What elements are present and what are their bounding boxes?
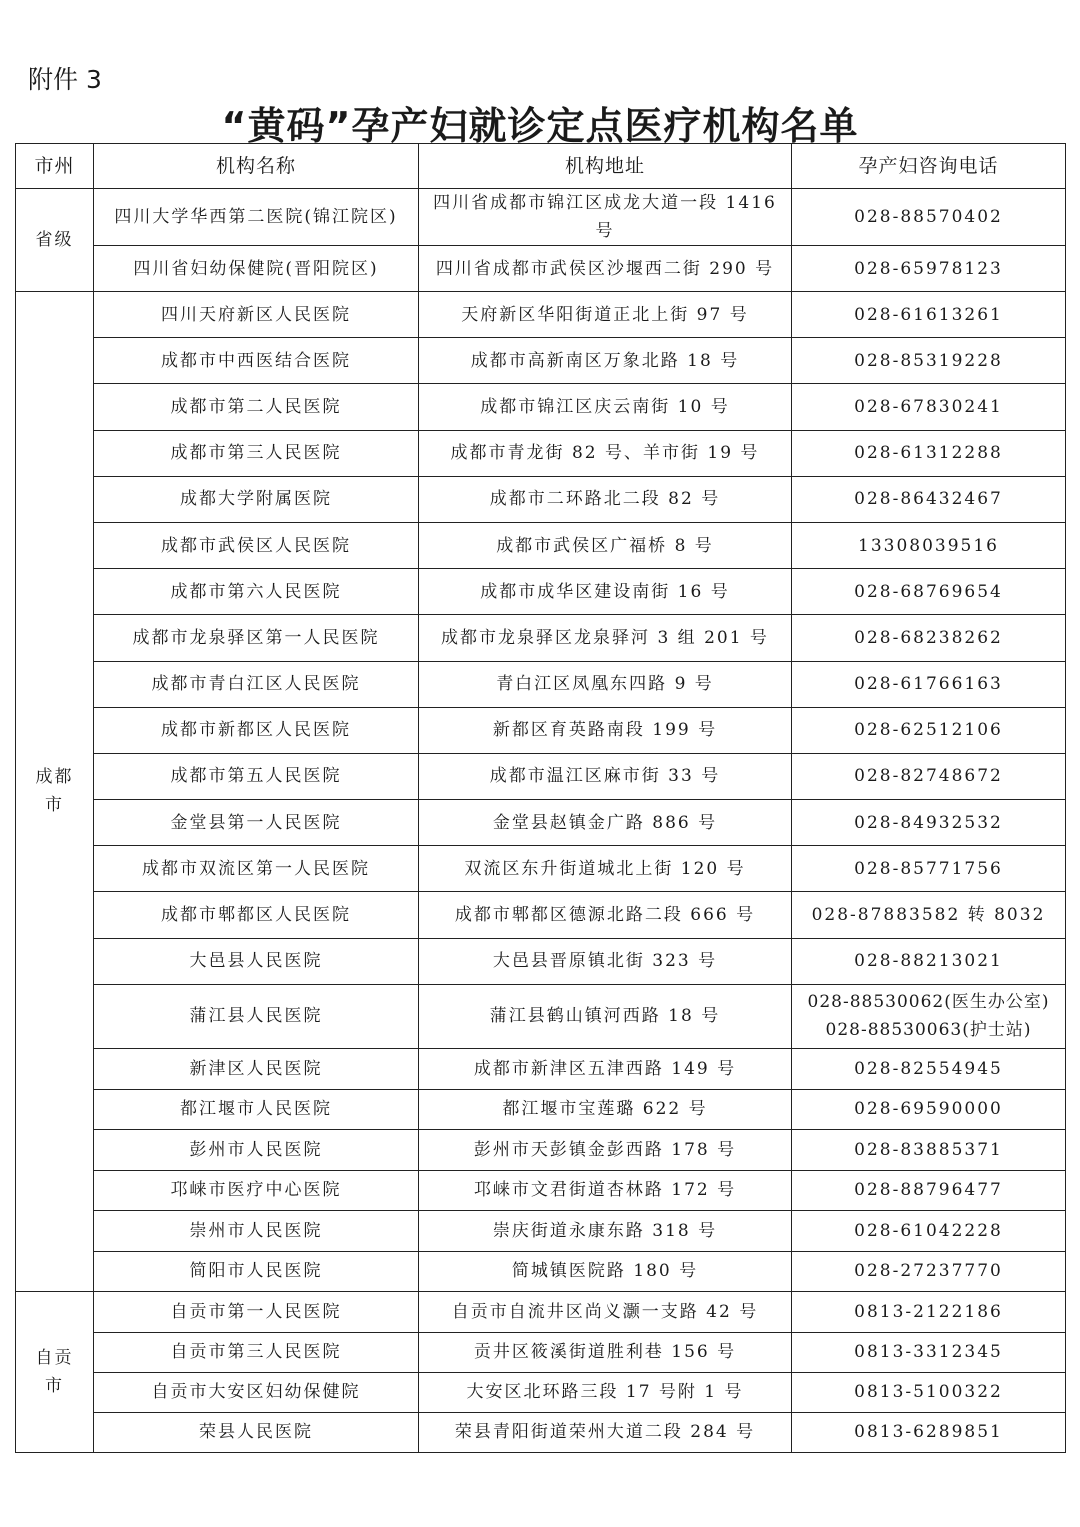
institution-name: 四川天府新区人民医院 [94,292,419,338]
institution-name: 崇州市人民医院 [94,1210,419,1251]
table-row [16,338,1066,384]
institution-name: 自贡市第三人民医院 [94,1332,419,1372]
institution-address: 荣县青阳街道荣州大道二段 284 号 [419,1412,792,1452]
consult-phone: 0813-2122186 [792,1291,1066,1332]
header-city: 市州 [16,144,94,189]
institution-name: 成都市龙泉驿区第一人民医院 [94,615,419,661]
consult-phone: 028-67830241 [792,384,1066,430]
consult-phone: 028-61312288 [792,430,1066,476]
header-address: 机构地址 [419,144,792,189]
institution-address: 成都市武侯区广福桥 8 号 [419,522,792,568]
table-body [16,189,1066,1453]
institution-name: 成都市第三人民医院 [94,430,419,476]
institution-address: 成都市锦江区庆云南街 10 号 [419,384,792,430]
institution-name: 新津区人民医院 [94,1048,419,1089]
consult-phone: 028-84932532 [792,800,1066,846]
consult-phone: 028-68769654 [792,569,1066,615]
attachment-label: 附件 3 [28,65,102,94]
table-row [16,846,1066,892]
institution-name: 成都市武侯区人民医院 [94,522,419,568]
header-name: 机构名称 [94,144,419,189]
institution-name: 大邑县人民医院 [94,938,419,984]
institution-address: 四川省成都市锦江区成龙大道一段 1416 号 [419,189,792,246]
institution-address: 天府新区华阳街道正北上街 97 号 [419,292,792,338]
city-label: 省级 [35,230,74,250]
institution-name: 成都市中西医结合医院 [94,338,419,384]
institution-address: 成都市龙泉驿区龙泉驿河 3 组 201 号 [419,615,792,661]
institution-address: 自贡市自流井区尚义灏一支路 42 号 [419,1291,792,1332]
table-row [16,707,1066,753]
header-phone: 孕产妇咨询电话 [792,144,1066,189]
consult-phone: 028-68238262 [792,615,1066,661]
institution-name: 都江堰市人民医院 [94,1089,419,1129]
table-row [16,522,1066,568]
institution-address: 贡井区筱溪街道胜利巷 156 号 [419,1332,792,1372]
institution-address: 金堂县赵镇金广路 886 号 [419,800,792,846]
institution-address: 成都市二环路北二段 82 号 [419,476,792,522]
city-label: 自贡市 [35,1347,74,1396]
consult-phone: 028-88213021 [792,938,1066,984]
consult-phone: 028-27237770 [792,1251,1066,1291]
table-row [16,661,1066,707]
table-row [16,292,1066,338]
hospital-table [15,143,1066,1453]
institution-address: 成都市成华区建设南街 16 号 [419,569,792,615]
table-row [16,1089,1066,1129]
consult-phone: 028-83885371 [792,1129,1066,1170]
institution-address: 蒲江县鹤山镇河西路 18 号 [419,984,792,1048]
institution-address: 四川省成都市武侯区沙堰西二街 290 号 [419,246,792,292]
table-row [16,1412,1066,1452]
consult-phone: 028-87883582 转 8032 [792,892,1066,938]
consult-phone-line: 028-88530063(护士站) [825,1020,1032,1041]
institution-address: 双流区东升街道城北上街 120 号 [419,846,792,892]
consult-phone: 0813-6289851 [792,1412,1066,1452]
institution-name: 成都市第二人民医院 [94,384,419,430]
consult-phone: 0813-5100322 [792,1372,1066,1412]
consult-phone: 028-85319228 [792,338,1066,384]
institution-address: 成都市高新南区万象北路 18 号 [419,338,792,384]
table-row [16,984,1066,1048]
table-row [16,800,1066,846]
institution-address: 成都市温江区麻市街 33 号 [419,753,792,799]
table-row [16,569,1066,615]
table-row [16,892,1066,938]
institution-name: 自贡市第一人民医院 [94,1291,419,1332]
institution-name: 成都市第六人民医院 [94,569,419,615]
institution-address: 邛崃市文君街道杏林路 172 号 [419,1170,792,1210]
consult-phone: 028-82748672 [792,753,1066,799]
table-row [16,430,1066,476]
institution-name: 成都市青白江区人民医院 [94,661,419,707]
consult-phone: 0813-3312345 [792,1332,1066,1372]
consult-phone: 028-61766163 [792,661,1066,707]
city-cell [16,189,94,292]
table-row [16,476,1066,522]
consult-phone: 028-65978123 [792,246,1066,292]
institution-address: 青白江区凤凰东四路 9 号 [419,661,792,707]
city-label: 成都市 [35,767,74,816]
institution-address: 成都市郫都区德源北路二段 666 号 [419,892,792,938]
institution-address: 简城镇医院路 180 号 [419,1251,792,1291]
institution-name: 成都大学附属医院 [94,476,419,522]
table-row [16,1210,1066,1251]
consult-phone: 028-61042228 [792,1210,1066,1251]
consult-phone: 028-88570402 [792,189,1066,246]
consult-phone: 028-86432467 [792,476,1066,522]
institution-name: 四川大学华西第二医院(锦江院区) [94,189,419,246]
consult-phone: 028-62512106 [792,707,1066,753]
table-row [16,938,1066,984]
table-row [16,1048,1066,1089]
institution-address: 大邑县晋原镇北街 323 号 [419,938,792,984]
city-cell [16,1291,94,1452]
institution-name: 金堂县第一人民医院 [94,800,419,846]
institution-address: 新都区育英路南段 199 号 [419,707,792,753]
institution-name: 成都市新都区人民医院 [94,707,419,753]
table-row [16,384,1066,430]
consult-phone: 028-88796477 [792,1170,1066,1210]
institution-address: 彭州市天彭镇金彭西路 178 号 [419,1129,792,1170]
institution-name: 邛崃市医疗中心医院 [94,1170,419,1210]
institution-address: 成都市青龙街 82 号、羊市街 19 号 [419,430,792,476]
consult-phone: 028-69590000 [792,1089,1066,1129]
consult-phone: 028-82554945 [792,1048,1066,1089]
institution-address: 崇庆街道永康东路 318 号 [419,1210,792,1251]
institution-name: 简阳市人民医院 [94,1251,419,1291]
institution-name: 彭州市人民医院 [94,1129,419,1170]
table-row [16,615,1066,661]
institution-name: 成都市双流区第一人民医院 [94,846,419,892]
table-row [16,1129,1066,1170]
table-row [16,753,1066,799]
table-row [16,1251,1066,1291]
consult-phone: 13308039516 [792,522,1066,568]
table-row [16,189,1066,246]
institution-name: 成都市郫都区人民医院 [94,892,419,938]
table-row [16,1170,1066,1210]
institution-name: 荣县人民医院 [94,1412,419,1452]
table-row [16,1332,1066,1372]
consult-phone [792,984,1066,1048]
table-header-row [16,144,1066,189]
table-row [16,1372,1066,1412]
table-row [16,1291,1066,1332]
consult-phone-line: 028-88530062(医生办公室) [807,992,1050,1013]
consult-phone: 028-61613261 [792,292,1066,338]
institution-name: 四川省妇幼保健院(晋阳院区) [94,246,419,292]
page-title: “黄码”孕产妇就诊定点医疗机构名单 [221,104,859,148]
consult-phone: 028-85771756 [792,846,1066,892]
institution-address: 大安区北环路三段 17 号附 1 号 [419,1372,792,1412]
institution-address: 都江堰市宝莲璐 622 号 [419,1089,792,1129]
city-cell [16,292,94,1292]
institution-name: 成都市第五人民医院 [94,753,419,799]
institution-name: 自贡市大安区妇幼保健院 [94,1372,419,1412]
table-row [16,246,1066,292]
institution-address: 成都市新津区五津西路 149 号 [419,1048,792,1089]
institution-name: 蒲江县人民医院 [94,984,419,1048]
